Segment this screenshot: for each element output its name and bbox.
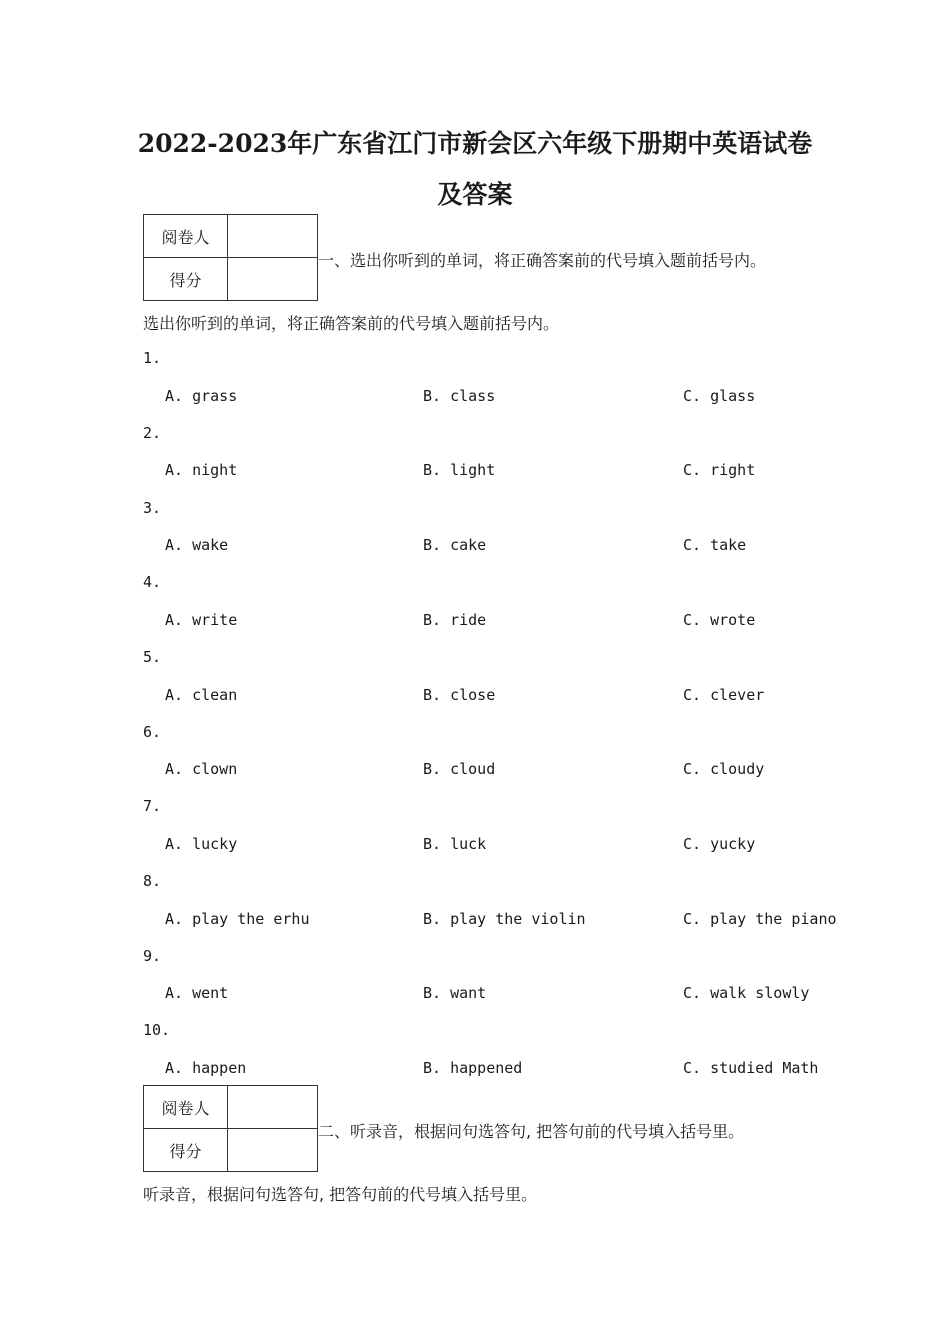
question-number: 1. — [143, 349, 162, 367]
option-a: A. went — [165, 984, 229, 1002]
page-title-continued: 及答案 — [437, 180, 513, 209]
option-c: C. take — [683, 536, 747, 554]
section-instruction: 选出你听到的单词，将正确答案前的代号填入题前括号内。 — [143, 314, 560, 333]
reviewer-cell — [228, 215, 318, 258]
option-c: C. wrote — [683, 611, 756, 629]
score-cell — [228, 1129, 318, 1172]
option-a: A. clean — [165, 686, 238, 704]
score-table — [143, 214, 318, 301]
section-heading: 二、听录音，根据问句选答句, 把答句前的代号填入括号里。 — [318, 1122, 745, 1141]
option-b: B. cake — [423, 536, 487, 554]
option-a: A. play the erhu — [165, 910, 310, 928]
question-number: 4. — [143, 573, 162, 591]
question-number: 2. — [143, 424, 162, 442]
question-number: 7. — [143, 797, 162, 815]
option-c: C. glass — [683, 387, 756, 405]
question-number: 6. — [143, 723, 162, 741]
option-c: C. cloudy — [683, 760, 765, 778]
question-number: 9. — [143, 947, 162, 965]
option-c: C. yucky — [683, 835, 756, 853]
option-a: A. happen — [165, 1059, 247, 1077]
question-number: 3. — [143, 499, 162, 517]
option-b: B. cloud — [423, 760, 496, 778]
question-number: 8. — [143, 872, 162, 890]
option-a: A. lucky — [165, 835, 238, 853]
reviewer-label: 阅卷人 — [144, 1086, 228, 1129]
option-b: B. ride — [423, 611, 487, 629]
option-c: C. play the piano — [683, 910, 837, 928]
score-table — [143, 1085, 318, 1172]
score-cell — [228, 258, 318, 301]
option-a: A. grass — [165, 387, 238, 405]
option-a: A. wake — [165, 536, 229, 554]
option-b: B. play the violin — [423, 910, 586, 928]
option-c: C. clever — [683, 686, 765, 704]
option-a: A. write — [165, 611, 238, 629]
option-b: B. close — [423, 686, 496, 704]
reviewer-label: 阅卷人 — [144, 215, 228, 258]
score-label: 得分 — [144, 1129, 228, 1172]
page-title: 2022-2023年广东省江门市新会区六年级下册期中英语试卷 — [137, 129, 813, 158]
reviewer-cell — [228, 1086, 318, 1129]
score-label: 得分 — [144, 258, 228, 301]
option-b: B. class — [423, 387, 496, 405]
option-b: B. light — [423, 461, 496, 479]
option-c: C. walk slowly — [683, 984, 810, 1002]
question-number: 5. — [143, 648, 162, 666]
section-heading: 一、选出你听到的单词，将正确答案前的代号填入题前括号内。 — [318, 251, 767, 270]
option-c: C. right — [683, 461, 756, 479]
option-c: C. studied Math — [683, 1059, 819, 1077]
question-number: 10. — [143, 1021, 171, 1039]
option-b: B. want — [423, 984, 487, 1002]
option-b: B. happened — [423, 1059, 523, 1077]
section-instruction: 听录音，根据问句选答句, 把答句前的代号填入括号里。 — [143, 1185, 538, 1204]
option-b: B. luck — [423, 835, 487, 853]
option-a: A. night — [165, 461, 238, 479]
option-a: A. clown — [165, 760, 238, 778]
